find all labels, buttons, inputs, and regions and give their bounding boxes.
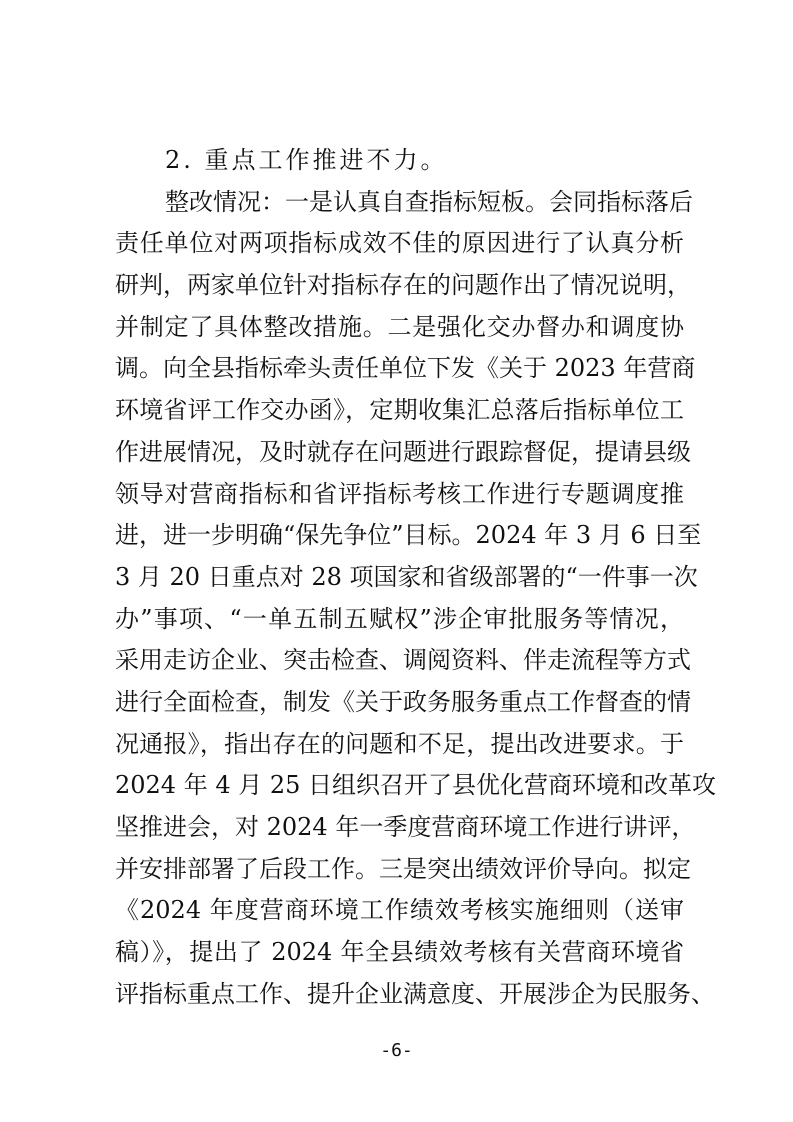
paragraph-line: 进，进一步明确“保先争位”目标。2024 年 3 月 6 日至 bbox=[115, 521, 702, 550]
paragraph-line: 办”事项、“一单五制五赋权”涉企审批服务等情况， bbox=[115, 604, 684, 633]
paragraph-line: 评指标重点工作、提升企业满意度、开展涉企为民服务、 bbox=[115, 979, 715, 1008]
body-text bbox=[115, 140, 717, 1015]
paragraph-line: 调。向全县指标牵头责任单位下发《关于 2023 年营商 bbox=[115, 354, 696, 383]
paragraph-line: 进行全面检查，制发《关于政务服务重点工作督查的情 bbox=[115, 687, 691, 716]
paragraph-line: 3 月 20 日重点对 28 项国家和省级部署的“一件事一次 bbox=[115, 562, 698, 591]
paragraph-line: 责任单位对两项指标成效不佳的原因进行了认真分析 bbox=[115, 229, 684, 258]
paragraph-line: 坚推进会，对 2024 年一季度营商环境工作进行讲评， bbox=[115, 813, 696, 841]
paragraph-line: 作进展情况，及时就存在问题进行跟踪督促，提请县级 bbox=[115, 437, 691, 466]
paragraph-line: 领导对营商指标和省评指标考核工作进行专题调度推 bbox=[115, 479, 684, 508]
paragraph-line: 采用走访企业、突击检查、调阅资料、伴走流程等方式 bbox=[115, 646, 691, 675]
page-number: -6- bbox=[380, 1040, 413, 1061]
paragraph-line: 并安排部署了后段工作。三是突出绩效评价导向。拟定 bbox=[115, 854, 691, 883]
paragraph-line: 《2024 年度营商环境工作绩效考核实施细则（送审 bbox=[115, 896, 684, 925]
paragraph-line: 2024 年 4 月 25 日组织召开了县优化营商环境和改革攻 bbox=[115, 771, 717, 800]
paragraph-line: 并制定了具体整改措施。二是强化交办督办和调度协 bbox=[115, 312, 684, 341]
paragraph-line: 整改情况：一是认真自查指标短板。会同指标落后 bbox=[165, 187, 693, 216]
paragraph-line: 况通报》，指出存在的问题和不足，提出改进要求。于 bbox=[115, 729, 684, 758]
paragraph-line: 环境省评工作交办函》，定期收集汇总落后指标单位工 bbox=[115, 396, 684, 425]
paragraph-line: 研判，两家单位针对指标存在的问题作出了情况说明， bbox=[115, 271, 691, 300]
section-heading: 2. 重点工作推进不力。 bbox=[165, 146, 448, 174]
paragraph-line: 稿）》，提出了 2024 年全县绩效考核有关营商环境省 bbox=[115, 938, 684, 967]
